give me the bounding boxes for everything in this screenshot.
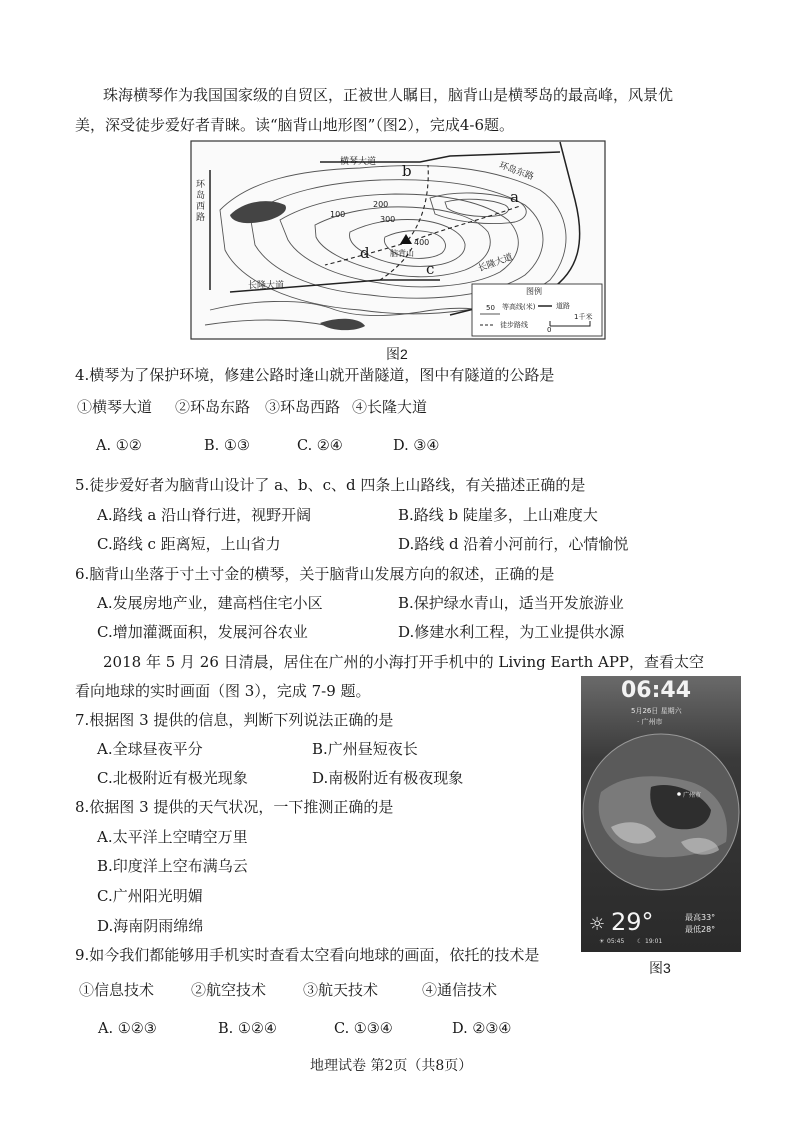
label-contour-100: 100	[330, 210, 346, 219]
label-peak: 脑背山	[390, 249, 414, 258]
q8-option-a: A.太平洋上空晴空万里	[97, 828, 248, 846]
q8-option-b: B.印度洋上空布满乌云	[97, 857, 248, 875]
q4-item-1: ①横琴大道	[77, 398, 153, 416]
sunset-icon: ☾	[637, 938, 643, 945]
q6-option-d: D.修建水利工程，为工业提供水源	[398, 623, 625, 641]
sunrise-icon: ☀	[599, 938, 605, 945]
q6-option-a: A.发展房地产业，建高档住宅小区	[97, 594, 323, 612]
intro1-line2: 美，深受徒步爱好者青睐。读“脑背山地形图”（图2），完成4-6题。	[75, 116, 515, 134]
q9-item-4: ④通信技术	[422, 981, 498, 999]
label-huandao-west: 环岛西路	[196, 180, 206, 223]
q5-option-a: A.路线 a 沿山脊行进，视野开阔	[97, 506, 312, 524]
figure3-caption: 图3	[649, 960, 671, 976]
q9-choice-a: A. ①②③	[98, 1021, 157, 1037]
label-changlong-left: 长隆大道	[248, 281, 285, 291]
phone-sunrise: 05:45	[607, 938, 625, 945]
q7-option-d: D.南极附近有极夜现象	[312, 769, 464, 787]
legend-title: 图例	[526, 287, 542, 296]
q6-option-b: B.保护绿水青山，适当开发旅游业	[398, 594, 624, 612]
phone-temperature: 29°	[611, 908, 654, 936]
q6-option-c: C.增加灌溉面积，发展河谷农业	[97, 623, 308, 641]
q7-option-b: B.广州昼短夜长	[312, 740, 418, 758]
phone-date: 5月26日 星期六	[631, 707, 682, 715]
q9-choice-c: C. ①③④	[334, 1021, 393, 1037]
topographic-map	[190, 140, 606, 340]
figure2-caption: 图2	[386, 346, 408, 362]
figure2-map	[190, 140, 606, 340]
q5-option-b: B.路线 b 陡崖多，上山难度大	[398, 506, 598, 524]
q4-choice-c: C. ②④	[297, 438, 343, 454]
q4-choice-d: D. ③④	[393, 438, 440, 454]
phone-time: 06:44	[621, 678, 692, 703]
q6-stem: 6.脑背山坐落于寸土寸金的横琴，关于脑背山发展方向的叙述，正确的是	[75, 565, 555, 583]
label-contour-400: 400	[414, 238, 430, 247]
earth-globe	[581, 732, 741, 892]
q9-stem: 9.如今我们都能够用手机实时查看太空看向地球的画面，依托的技术是	[75, 946, 540, 964]
q8-option-d: D.海南阴雨绵绵	[97, 917, 204, 935]
legend-trail: 徒步路线	[500, 321, 528, 329]
label-huandao-east: 环岛东路	[497, 160, 535, 183]
phone-city: · 广州市	[637, 718, 663, 726]
label-contour-300: 300	[380, 215, 396, 224]
legend-scale-zero: 0	[547, 326, 552, 334]
legend-road: 道路	[556, 302, 570, 310]
q4-choice-b: B. ①③	[204, 438, 250, 454]
q5-option-d: D.路线 d 沿着小河前行，心情愉悦	[398, 535, 629, 553]
q8-stem: 8.依据图 3 提供的天气状况，一下推测正确的是	[75, 798, 394, 816]
figure3-phone-screenshot	[581, 676, 741, 952]
q9-choice-d: D. ②③④	[452, 1021, 512, 1037]
q9-choice-b: B. ①②④	[218, 1021, 277, 1037]
label-route-d: d	[360, 244, 370, 262]
phone-high-temp: 最高33°	[685, 913, 716, 922]
legend-contour: 等高线(米)	[502, 303, 536, 311]
earth-label-guangzhou: 广州市	[683, 792, 702, 799]
q7-option-c: C.北极附近有极光现象	[97, 769, 248, 787]
q5-stem: 5.徒步爱好者为脑背山设计了 a、b、c、d 四条上山路线，有关描述正确的是	[75, 476, 586, 494]
q4-item-3: ③环岛西路	[265, 398, 341, 416]
label-route-b: b	[402, 162, 412, 180]
legend-contour-value: 50	[486, 304, 495, 312]
page-footer: 地理试卷 第2页（共8页）	[310, 1058, 473, 1074]
phone-low-temp: 最低28°	[685, 925, 716, 934]
label-route-c: c	[426, 260, 435, 278]
legend-scale-km: 1千米	[574, 313, 593, 321]
q4-item-4: ④长隆大道	[352, 398, 428, 416]
q9-item-3: ③航天技术	[303, 981, 379, 999]
q7-stem: 7.根据图 3 提供的信息，判断下列说法正确的是	[75, 711, 394, 729]
label-contour-200: 200	[373, 200, 389, 209]
label-route-a: a	[510, 188, 519, 206]
q4-stem: 4.横琴为了保护环境，修建公路时逢山就开凿隧道，图中有隧道的公路是	[75, 366, 555, 384]
intro2-line2: 看向地球的实时画面（图 3），完成 7-9 题。	[75, 682, 371, 700]
sun-icon: ☼	[589, 914, 606, 935]
q4-choice-a: A. ①②	[96, 438, 142, 454]
q8-option-c: C.广州阳光明媚	[97, 887, 203, 905]
q4-item-2: ②环岛东路	[175, 398, 251, 416]
q7-option-a: A.全球昼夜平分	[97, 740, 203, 758]
intro1-line1: 珠海横琴作为我国国家级的自贸区，正被世人瞩目，脑背山是横琴岛的最高峰，风景优	[103, 86, 674, 104]
intro2-line1: 2018 年 5 月 26 日清晨，居住在广州的小海打开手机中的 Living Earth APP，查看太空	[103, 653, 705, 671]
label-changlong-right: 长隆大道	[477, 252, 515, 275]
q9-item-2: ②航空技术	[191, 981, 267, 999]
q5-option-c: C.路线 c 距离短，上山省力	[97, 535, 281, 553]
phone-sunset: 19:01	[645, 938, 663, 945]
label-hengqin-ave: 横琴大道	[340, 157, 377, 167]
q9-item-1: ①信息技术	[79, 981, 155, 999]
